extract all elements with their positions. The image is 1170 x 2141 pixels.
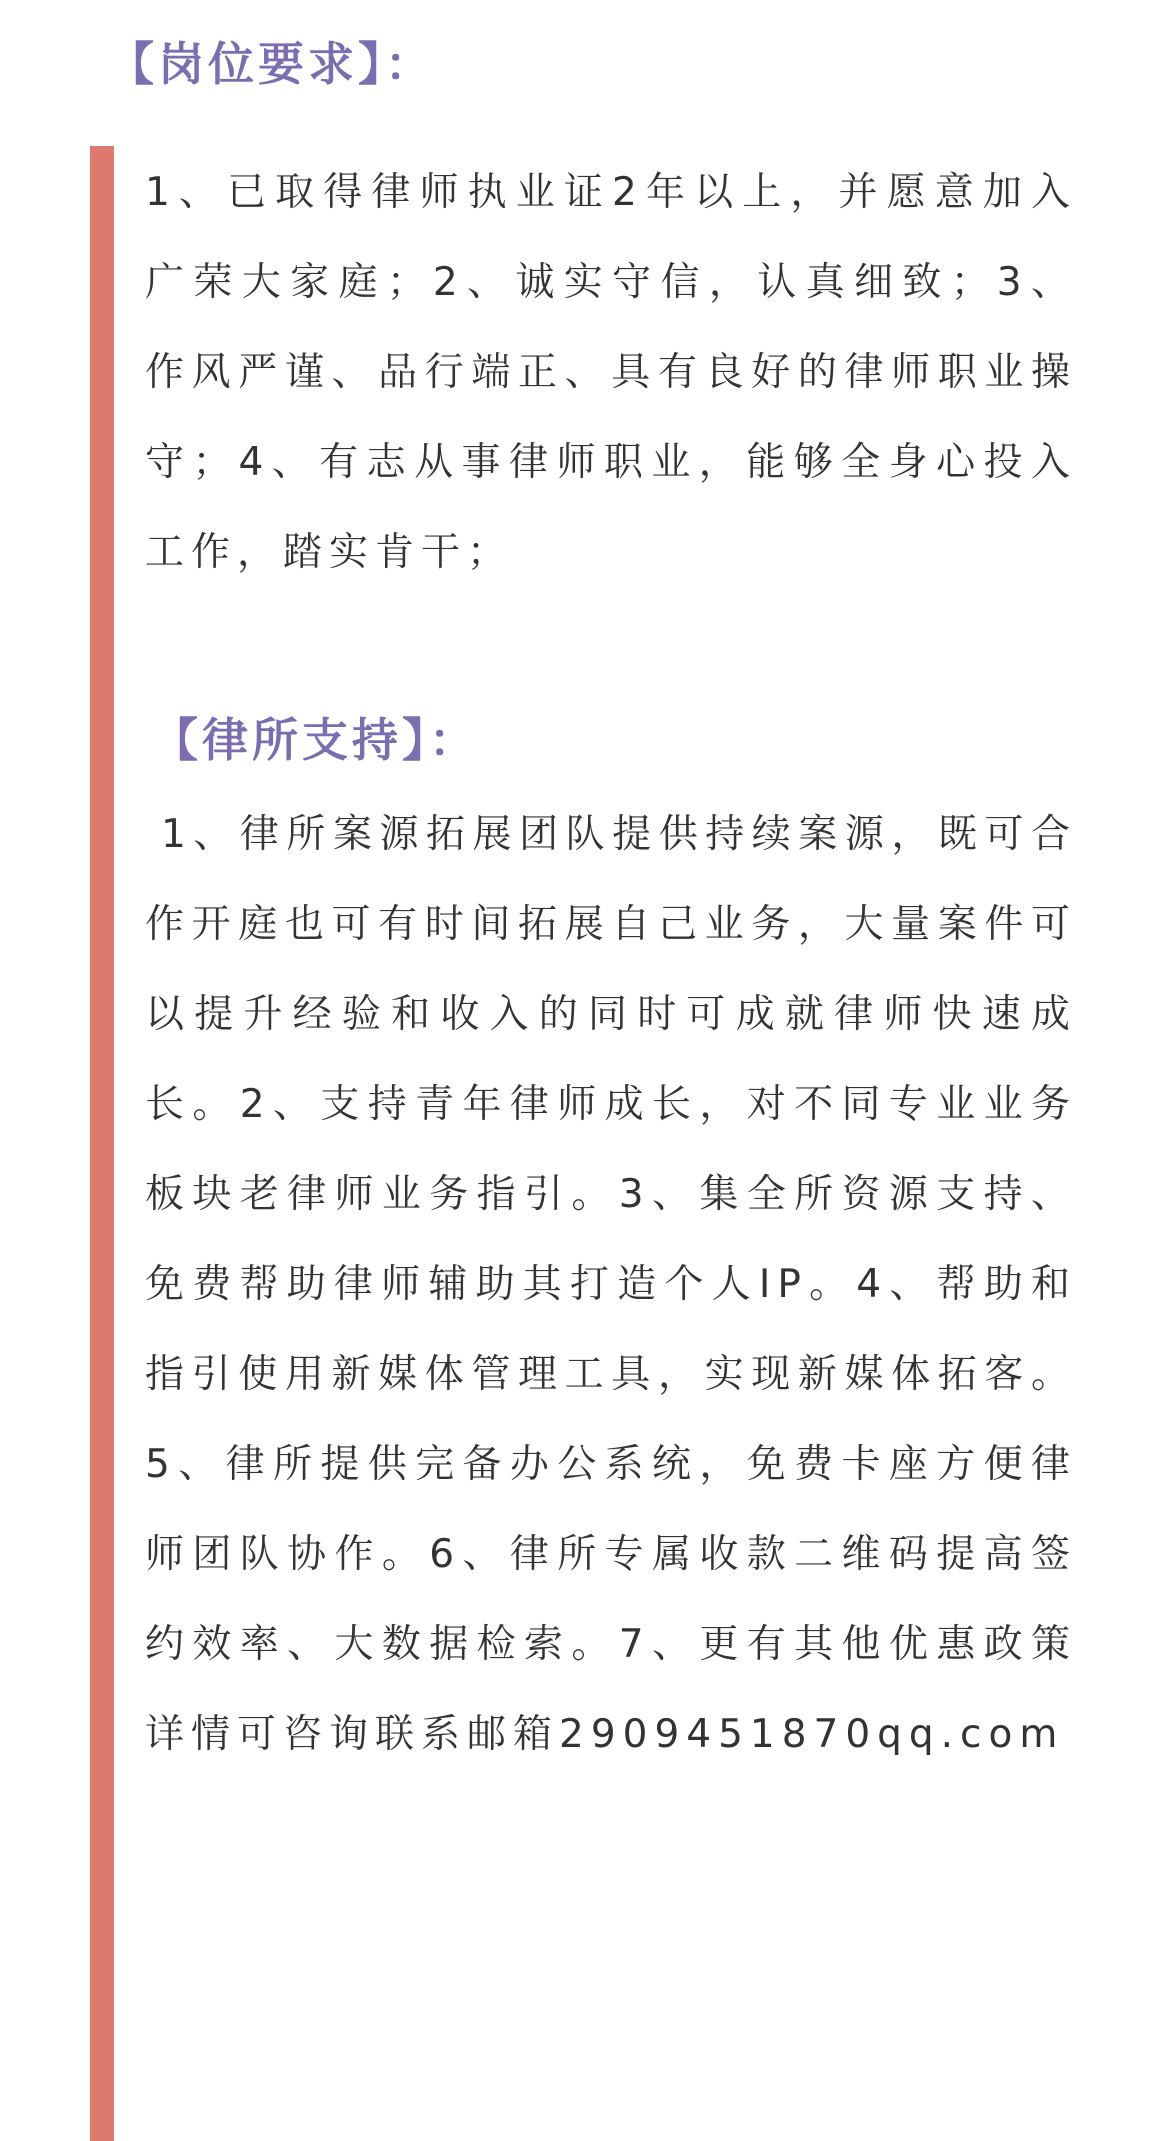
accent-bar — [90, 146, 114, 2141]
support-heading: 【律所支持】： — [152, 713, 479, 767]
requirements-heading: 【岗位要求】： — [108, 37, 435, 91]
support-body: 1、律所案源拓展团队提供持续案源，既可合作开庭也可有时间拓展自己业务，大量案件可以提升经验和收入的同时可成就律师快速成长。2、支持青年律师成长，对不同专业业务板块老律师业务指引。3、集全所资源支持、免费帮助律师辅助其打造个人IP。4、帮助和指引使用新媒体管理工具，实现新媒体拓客。5、律所提供完备办公系统，免费卡座方便律师团队协作。6、律所专属收款二维码提高签约效率、大数据检索。7、更有其他优惠政策详情可咨询联系邮箱2909451870qq.com — [145, 812, 1077, 1757]
requirements-body: 1、已取得律师执业证2年以上，并愿意加入广荣大家庭；2、诚实守信，认真细致；3、作风严谨、品行端正、具有良好的律师职业操守；4、有志从事律师职业，能够全身心投入工作，踏实肯干； — [145, 170, 1077, 575]
